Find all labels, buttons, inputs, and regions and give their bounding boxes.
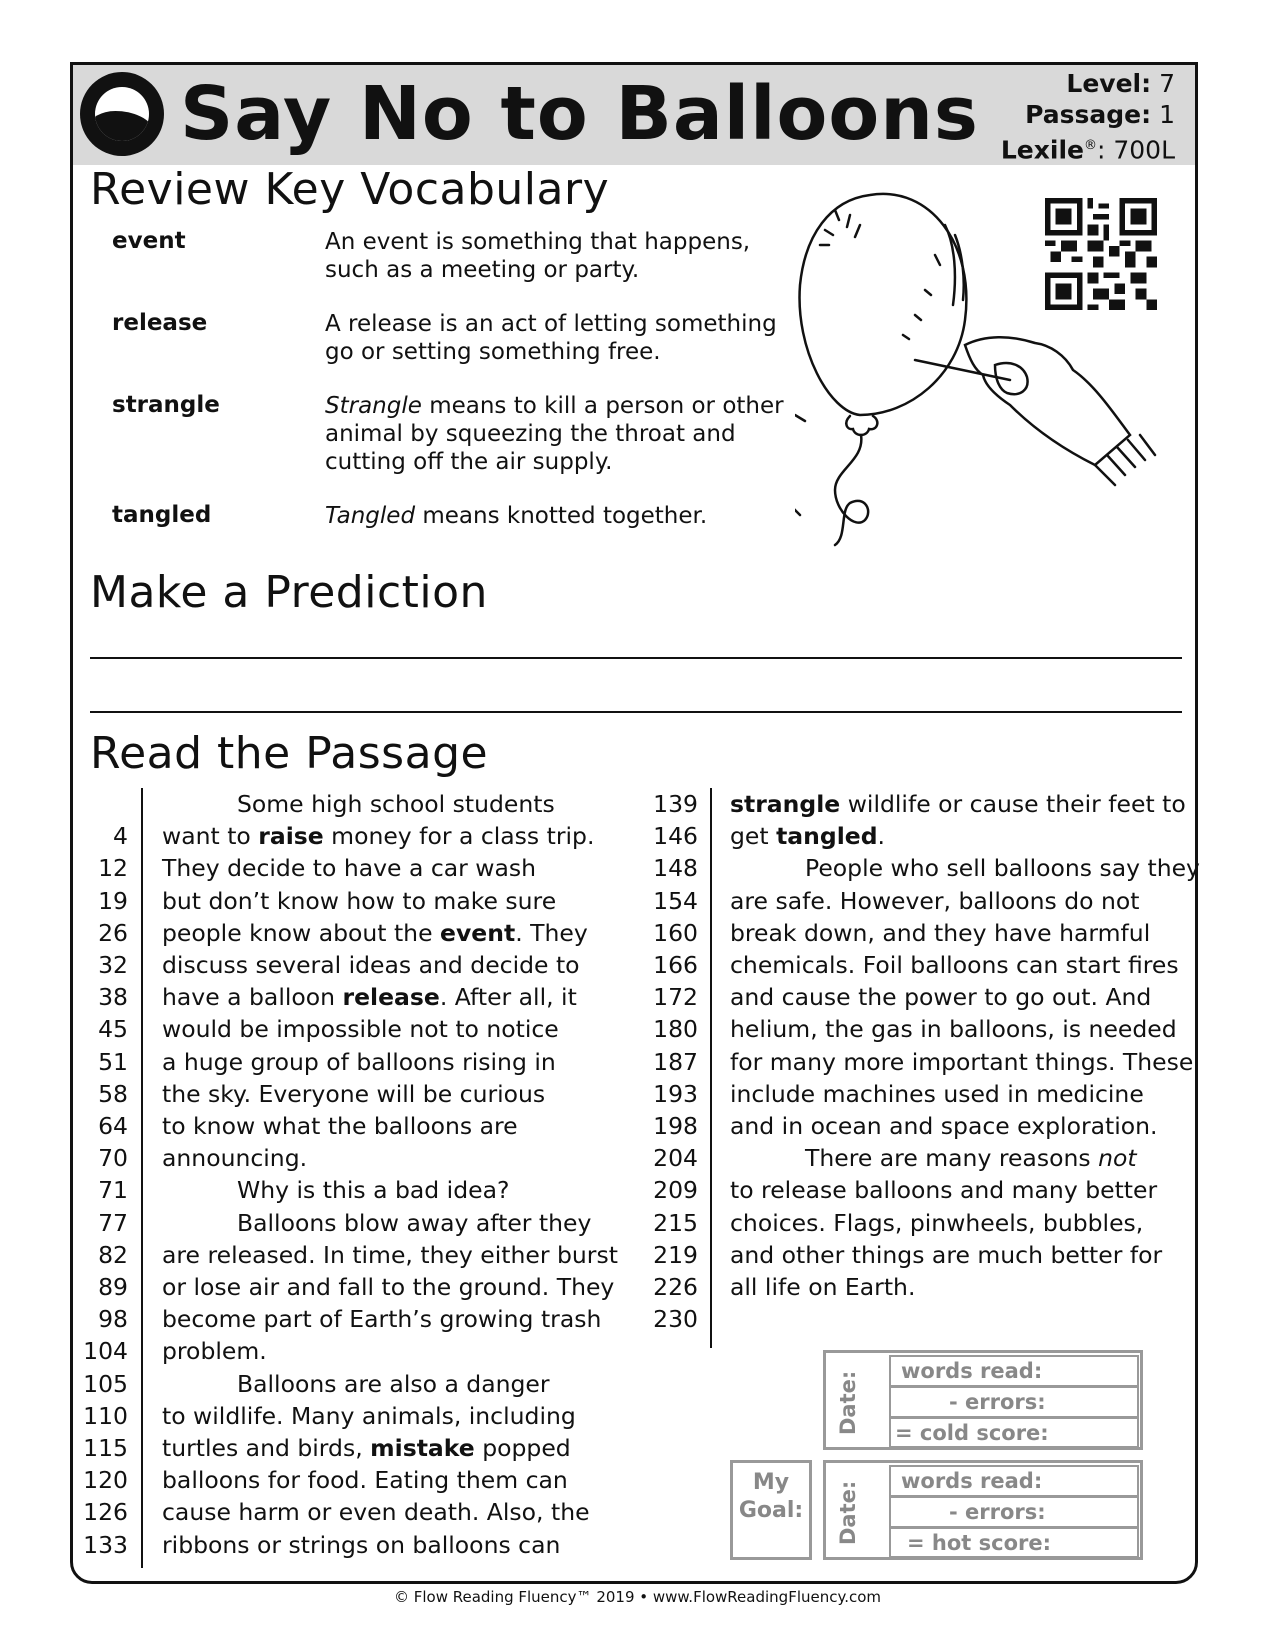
passage-line: turtles and birds, mistake popped xyxy=(162,1434,571,1463)
word-count xyxy=(78,788,128,820)
word-count: 126 xyxy=(83,1498,128,1527)
word-count: 104 xyxy=(83,1337,128,1366)
word-count: 26 xyxy=(98,918,128,947)
passage-heading: Read the Passage xyxy=(90,728,489,779)
passage-line: a huge group of balloons rising in xyxy=(162,1047,556,1076)
word-count: 12 xyxy=(98,854,128,883)
word-count: 115 xyxy=(83,1434,128,1463)
word-count: 64 xyxy=(98,1112,128,1141)
passage-line: helium, the gas in balloons, is needed xyxy=(730,1015,1177,1044)
word-count: 38 xyxy=(98,983,128,1012)
passage-line: include machines used in medicine xyxy=(730,1079,1144,1108)
word-count: 172 xyxy=(653,983,698,1012)
prediction-line-1[interactable] xyxy=(90,657,1182,659)
passage-line: cause harm or even death. Also, the xyxy=(162,1498,590,1527)
passage-line: are released. In time, they either burst xyxy=(162,1240,618,1269)
passage-line: and other things are much better for xyxy=(730,1240,1163,1269)
word-count: 146 xyxy=(653,822,698,851)
passage-line: are safe. However, balloons do not xyxy=(730,886,1140,915)
vocab-term-event: event xyxy=(112,228,186,254)
word-count: 120 xyxy=(83,1466,128,1495)
word-count: 148 xyxy=(653,854,698,883)
hot-date-label: Date: xyxy=(836,1480,860,1545)
passage-line: Why is this a bad idea? xyxy=(237,1176,510,1205)
word-count: 4 xyxy=(113,822,128,851)
word-count: 230 xyxy=(653,1305,698,1334)
word-count: 45 xyxy=(98,1015,128,1044)
word-count: 51 xyxy=(98,1047,128,1076)
passage-line: the sky. Everyone will be curious xyxy=(162,1079,546,1108)
word-count: 82 xyxy=(98,1240,128,1269)
hot-words-read-field[interactable]: words read: xyxy=(889,1465,1139,1497)
word-count: 105 xyxy=(83,1369,128,1398)
word-count: 160 xyxy=(653,918,698,947)
passage-line: break down, and they have harmful xyxy=(730,918,1151,947)
passage-line: become part of Earth’s growing trash xyxy=(162,1305,602,1334)
word-count: 226 xyxy=(653,1273,698,1302)
passage-line: announcing. xyxy=(162,1144,308,1173)
word-count: 19 xyxy=(98,886,128,915)
passage-line: ribbons or strings on balloons can xyxy=(162,1530,561,1559)
vocab-term-tangled: tangled xyxy=(112,502,212,528)
right-word-counts xyxy=(640,788,698,1335)
cold-date-label: Date: xyxy=(836,1370,860,1435)
word-count: 219 xyxy=(653,1240,698,1269)
passage-line: have a balloon release. After all, it xyxy=(162,983,577,1012)
vocab-definition-strangle: Strangle means to kill a person or other animal by squeezing the throat and cutting off the air supply. xyxy=(325,393,784,475)
prediction-line-2[interactable] xyxy=(90,711,1182,713)
passage-line: to wildlife. Many animals, including xyxy=(162,1401,576,1430)
cold-errors-field[interactable]: - errors: xyxy=(889,1386,1139,1418)
word-count: 77 xyxy=(98,1208,128,1237)
passage-line: strangle wildlife or cause their feet to xyxy=(730,790,1186,818)
passage-line: balloons for food. Eating them can xyxy=(162,1466,568,1495)
word-count: 215 xyxy=(653,1208,698,1237)
word-count: 139 xyxy=(653,790,698,818)
passage-line: for many more important things. These xyxy=(730,1047,1194,1076)
passage-line: people know about the event. They xyxy=(162,918,588,947)
vocab-heading: Review Key Vocabulary xyxy=(90,164,610,215)
passage-line: discuss several ideas and decide to xyxy=(162,951,580,980)
my-goal-box[interactable]: My Goal: xyxy=(730,1460,812,1560)
level-info: Level: 7 Passage: 1 Lexile®: 700L xyxy=(1000,69,1175,165)
passage-right-column xyxy=(730,788,1200,1303)
cold-words-read-field[interactable]: words read: xyxy=(889,1355,1139,1387)
word-count: 209 xyxy=(653,1176,698,1205)
word-count: 70 xyxy=(98,1144,128,1173)
passage-line: to know what the balloons are xyxy=(162,1112,518,1141)
passage-line: People who sell balloons say they xyxy=(805,854,1200,883)
passage-line: problem. xyxy=(162,1337,267,1366)
passage-line: and cause the power to go out. And xyxy=(730,983,1152,1012)
qr-code-icon xyxy=(1045,198,1157,310)
passage-line: choices. Flags, pinwheels, bubbles, xyxy=(730,1208,1144,1237)
passage-line: chemicals. Foil balloons can start fires xyxy=(730,951,1179,980)
word-count: 32 xyxy=(98,951,128,980)
passage-line: Balloons are also a danger xyxy=(237,1369,550,1398)
passage-line: but don’t know how to make sure xyxy=(162,886,557,915)
passage-line: Some high school students xyxy=(237,790,555,818)
word-count: 204 xyxy=(653,1144,698,1173)
word-count: 193 xyxy=(653,1079,698,1108)
word-count: 89 xyxy=(98,1273,128,1302)
hot-score-box xyxy=(823,1460,1143,1560)
page-title: Say No to Balloons xyxy=(180,71,979,157)
word-count: 198 xyxy=(653,1112,698,1141)
passage-line: There are many reasons not xyxy=(805,1144,1137,1173)
vocab-definition-event: An event is something that happens, such as a meeting or party. xyxy=(325,229,751,283)
passage-line: get tangled. xyxy=(730,822,886,851)
left-word-counts xyxy=(78,788,128,1561)
passage-line: and in ocean and space exploration. xyxy=(730,1112,1158,1141)
cold-score-field[interactable]: = cold score: xyxy=(889,1417,1139,1448)
cold-score-box xyxy=(823,1350,1143,1450)
vocab-definition-tangled: Tangled means knotted together. xyxy=(325,503,708,529)
passage-left-column xyxy=(162,788,637,1561)
hot-score-field[interactable]: = hot score: xyxy=(889,1527,1139,1558)
word-count: 187 xyxy=(653,1047,698,1076)
passage-line: Balloons blow away after they xyxy=(237,1208,592,1237)
vocab-definition-release: A release is an act of letting something go or setting something free. xyxy=(325,311,777,365)
word-count: 71 xyxy=(98,1176,128,1205)
flow-logo-icon xyxy=(80,72,164,156)
passage-line: to release balloons and many better xyxy=(730,1176,1158,1205)
passage-line: all life on Earth. xyxy=(730,1273,916,1302)
word-count: 154 xyxy=(653,886,698,915)
word-count: 110 xyxy=(83,1401,128,1430)
passage-line: or lose air and fall to the ground. They xyxy=(162,1273,615,1302)
passage-line: They decide to have a car wash xyxy=(162,854,537,883)
word-count: 133 xyxy=(83,1530,128,1559)
hot-errors-field[interactable]: - errors: xyxy=(889,1496,1139,1528)
word-count: 58 xyxy=(98,1079,128,1108)
left-divider xyxy=(141,788,143,1568)
passage-line: would be impossible not to notice xyxy=(162,1015,559,1044)
right-divider xyxy=(710,788,712,1348)
vocab-term-strangle: strangle xyxy=(112,392,220,418)
passage-line: want to raise money for a class trip. xyxy=(162,822,595,851)
word-count: 166 xyxy=(653,951,698,980)
word-count: 180 xyxy=(653,1015,698,1044)
vocab-term-release: release xyxy=(112,310,208,336)
word-count: 98 xyxy=(98,1305,128,1334)
footer-copyright: © Flow Reading Fluency™ 2019 • www.FlowReadingFluency.com xyxy=(393,1588,882,1606)
prediction-heading: Make a Prediction xyxy=(90,567,488,618)
